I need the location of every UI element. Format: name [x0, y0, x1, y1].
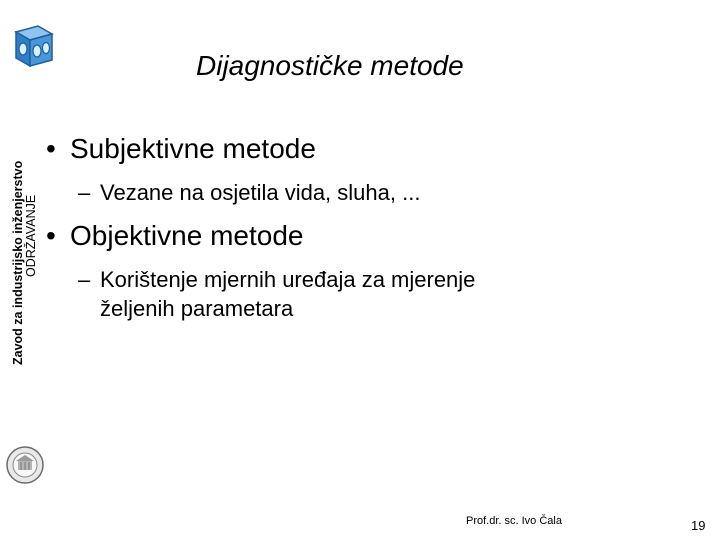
cube-logo-icon: [8, 22, 56, 70]
sub-bullet-instruments: [78, 265, 476, 323]
sub-bullet-text-line2: željenih parametara: [100, 296, 294, 321]
bullet-objective: [46, 220, 303, 252]
bullet-subjective: [46, 133, 316, 165]
sub-bullet-senses: [78, 178, 421, 207]
department-label: ODRŽAVANJE: [24, 194, 38, 277]
sub-bullet-text: Vezane na osjetila vida, sluha, ...: [100, 180, 421, 205]
sub-bullet-text-line1: Korištenje mjernih uređaja za mjerenje: [100, 267, 476, 292]
bullet-dot-icon: •: [46, 133, 56, 164]
dash-icon: –: [78, 267, 91, 292]
slide-title: Dijagnostičke metode: [196, 50, 464, 81]
bullet-text: Objektivne metode: [70, 220, 304, 251]
footer-author: Prof.dr. sc. Ivo Čala: [466, 515, 562, 527]
page-number: 19: [691, 518, 706, 533]
university-seal-icon: [5, 445, 45, 485]
dash-icon: –: [78, 180, 91, 205]
bullet-text: Subjektivne metode: [70, 133, 316, 164]
bullet-dot-icon: •: [46, 220, 56, 251]
organization-label: Zavod za industrijsko inženjerstvo: [11, 160, 25, 365]
